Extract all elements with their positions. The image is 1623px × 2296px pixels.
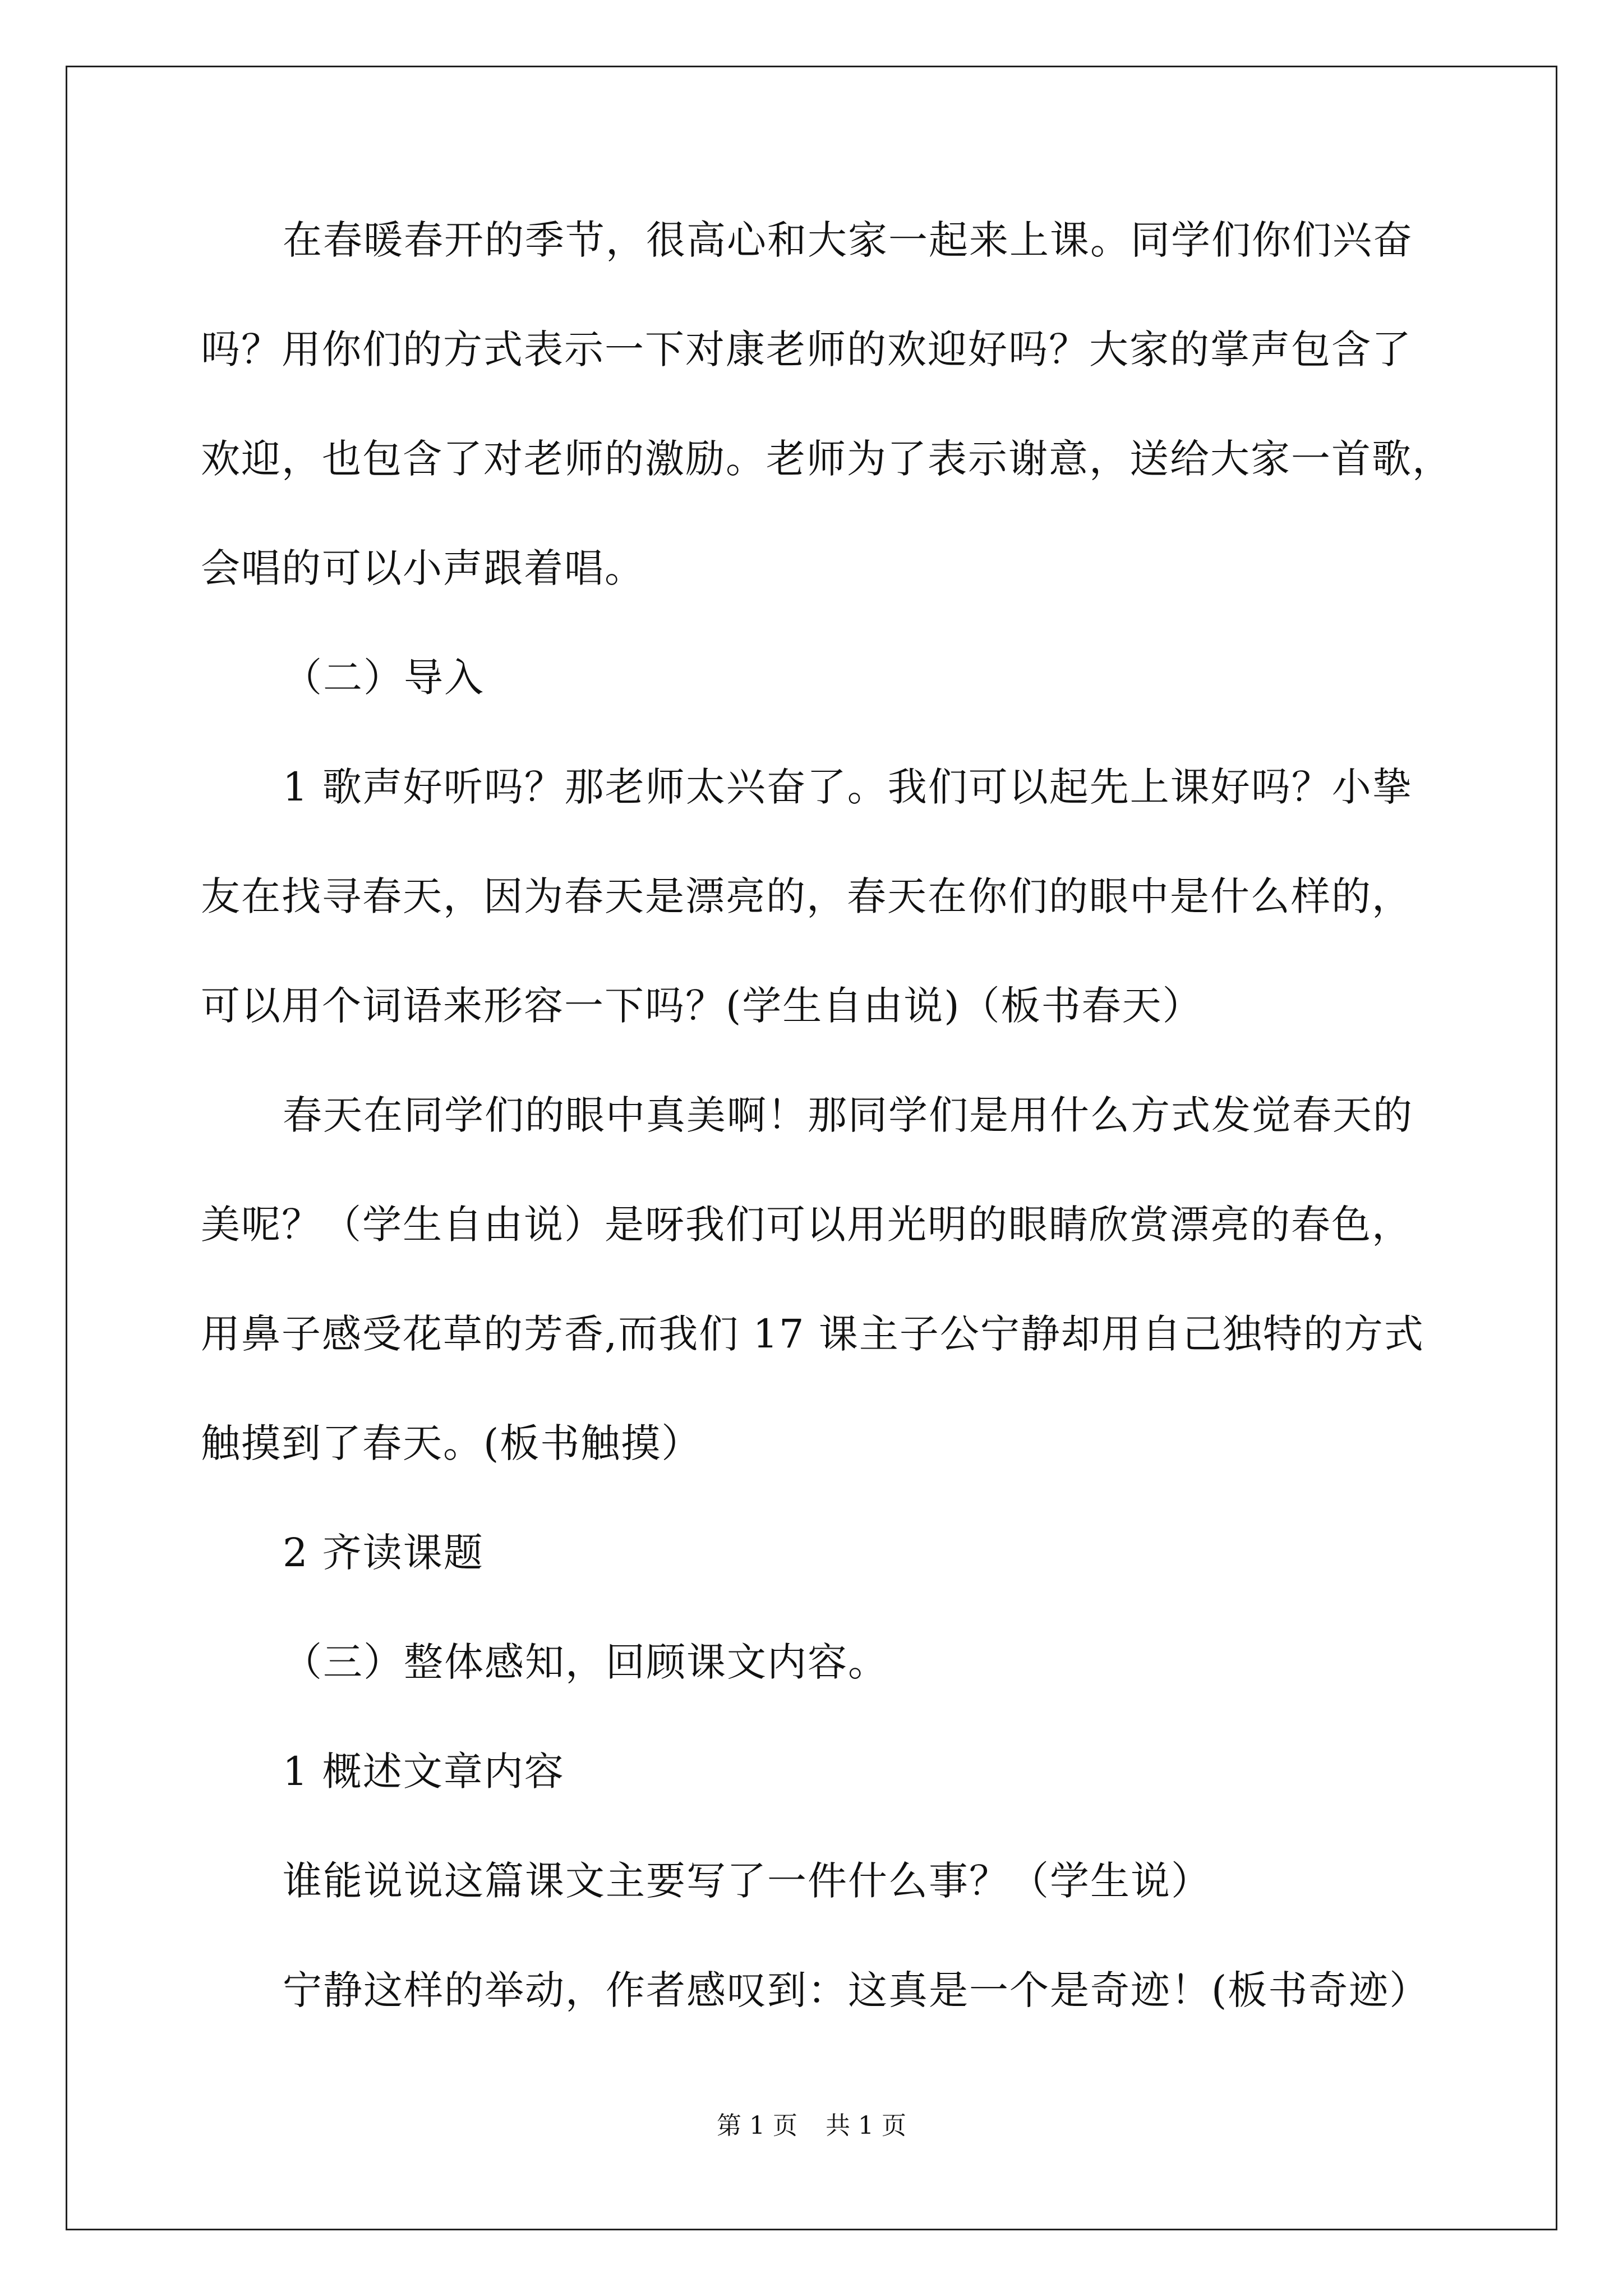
paragraph-line: 美呢？（学生自由说）是呀我们可以用光明的眼睛欣赏漂亮的春色，	[201, 1202, 1412, 1248]
paragraph-line: 1 歌声好听吗？那老师太兴奋了。我们可以起先上课好吗？小挚	[283, 764, 1413, 810]
paragraph-line: 会唱的可以小声跟着唱。	[201, 545, 645, 591]
document-body	[201, 213, 1453, 2073]
paragraph-line: 1 概述文章内容	[283, 1749, 565, 1795]
section-heading: （二）导入	[283, 655, 485, 701]
paragraph-line: 吗？用你们的方式表示一下对康老师的欢迎好吗？大家的掌声包含了	[201, 326, 1412, 372]
paragraph-line: 欢迎，也包含了对老师的激励。老师为了表示谢意，送给大家一首歌，	[201, 436, 1453, 482]
paragraph-line: 谁能说说这篇课文主要写了一件什么事？（学生说）	[283, 1858, 1211, 1904]
paragraph-line: 在春暖春开的季节，很高心和大家一起来上课。同学们你们兴奋	[283, 217, 1413, 263]
page-number: 第 1 页	[717, 2111, 797, 2140]
paragraph-line: 友在找寻春天，因为春天是漂亮的，春天在你们的眼中是什么样的，	[201, 873, 1412, 919]
section-heading: （三）整体感知，回顾课文内容。	[283, 1639, 888, 1685]
paragraph-line: 触摸到了春天。(板书触摸）	[201, 1420, 702, 1466]
page-total: 共 1 页	[826, 2111, 906, 2140]
page-footer	[0, 2109, 1623, 2143]
paragraph-line: 可以用个词语来形容一下吗？(学生自由说)（板书春天）	[201, 983, 1203, 1029]
paragraph-line: 春天在同学们的眼中真美啊！那同学们是用什么方式发觉春天的	[283, 1092, 1413, 1138]
paragraph-line: 2 齐读课题	[283, 1530, 484, 1576]
paragraph-line: 宁静这样的举动，作者感叹到：这真是一个是奇迹！(板书奇迹）	[283, 1967, 1430, 2013]
paragraph-line: 用鼻子感受花草的芳香,而我们 17 课主子公宁静却用自己独特的方式	[201, 1311, 1424, 1357]
